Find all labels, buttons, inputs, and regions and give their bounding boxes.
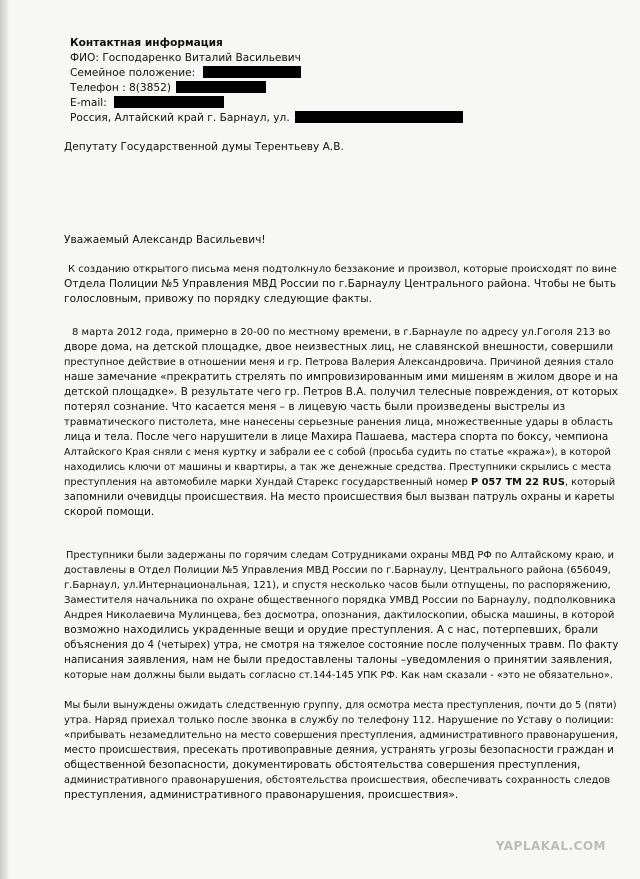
redaction-bar (203, 66, 301, 78)
license-plate-number: Р 057 ТМ 22 RUS (471, 477, 565, 488)
contact-fio: ФИО: Господаренко Виталий Васильевич (70, 52, 301, 64)
paragraph-3-line: доставлены в Отдел Полиции №5 Управления МВД России по г.Барнаулу, Центрального района (656049, (64, 565, 611, 576)
paragraph-2-line: потерял сознание. Что касается меня – в лицевую часть были произведены выстрелы из (64, 401, 566, 413)
redaction-bar (295, 111, 463, 123)
page-edge-shadow (0, 0, 10, 879)
paragraph-4-line: утра. Наряд приехал только после звонка в службу по телефону 112. Нарушение по Уставу о полиции: (64, 715, 614, 726)
paragraph-2-line: детской площадке». В результате чего гр. Петров В.А. получил телесные повреждения, от которых (64, 386, 618, 398)
paragraph-2-line: запомнили очевидцы происшествия. На место происшествия был вызван патруль охраны и кареты (64, 491, 615, 503)
paragraph-4-line: общественной безопасности, документировать обстоятельства совершения преступления, (64, 759, 581, 771)
paragraph-2-line: Алтайского Края сняли с меня куртку и забрали ее с собой (просьба судить по статье «кража»), в которой (64, 447, 611, 458)
paragraph-3-line: возможно находились украденные вещи и орудие преступления. А с нас, потерпевших, брали (64, 624, 599, 636)
paragraph-4-line: Мы были вынуждены ожидать следственную группу, для осмотра места преступления, почти до 5 (пяти) (64, 700, 617, 711)
contact-heading: Контактная информация (70, 37, 223, 49)
paragraph-2-plate-line (64, 475, 615, 490)
plate-line-post: , который (564, 477, 616, 488)
site-watermark: YAPLAKAL.COM (495, 839, 606, 853)
greeting: Уважаемый Александр Васильевич! (64, 234, 266, 246)
paragraph-4-line: место происшествия, пресекать противоправные деяния, устранять угрозы безопасности граждан и (64, 745, 614, 756)
paragraph-3-line: написания заявления, нам не были предоставлены талоны –уведомления о принятии заявления, (64, 654, 613, 666)
paragraph-3-line: объяснения до 4 (четырех) утра, не смотря на тяжелое состояние после полученных травм. По факту (64, 640, 619, 651)
redaction-bar (176, 81, 266, 93)
contact-email-row (70, 96, 224, 111)
contact-family-label: Семейное положение: (70, 67, 196, 79)
paragraph-2-line: 8 марта 2012 года, примерно в 20-00 по местному времени, в г.Барнауле по адресу ул.Гоголя 213 во (72, 327, 611, 338)
paragraph-2-line: дворе дома, на детской площадке, двое неизвестных лиц, не славянской внешности, совершили (64, 341, 614, 353)
paragraph-3-line: г.Барнаул, ул.Интернациональная, 121), и спустя несколько часов были отпущены, по распоряжению, (64, 580, 611, 591)
paragraph-2-line: травматического пистолета, мне нанесены серьезные ранения лица, множественные удары в область (64, 417, 614, 428)
paragraph-3-line: Заместителя начальника по охране общественного порядка УМВД России по Барнаулу, подполковника (64, 595, 616, 606)
paragraph-1-line: голословным, привожу по порядку следующие факты. (64, 293, 372, 305)
contact-phone-row (70, 81, 266, 96)
redaction-bar (114, 96, 224, 108)
contact-family-row (70, 66, 301, 81)
addressee: Депутату Государственной думы Терентьеву А.В. (64, 141, 344, 153)
contact-address-label: Россия, Алтайский край г. Барнаул, ул. (70, 112, 290, 124)
paragraph-2-line: наше замечание «прекратить стрелять по импровизированным ими мишеням в жилом дворе и на (64, 371, 619, 383)
paragraph-1-line: Отдела Полиции №5 Управления МВД России по г.Барнаулу Центрального района. Чтобы не быть (64, 278, 617, 290)
paragraph-2-line: лица и тела. После чего нарушители в лице Махира Пашаева, мастера спорта по боксу, чемпиона (64, 431, 609, 443)
paragraph-2-line: скорой помощи. (64, 506, 155, 518)
contact-phone-label: Телефон : 8(3852) (70, 82, 172, 94)
paragraph-2-line: преступное действие в отношении меня и гр. Петрова Валерия Александровича. Причиной деяния стало (64, 357, 614, 368)
paragraph-3-line: Преступники были задержаны по горячим следам Сотрудниками охраны МВД РФ по Алтайскому краю, и (66, 550, 614, 561)
paragraph-4-line: «прибывать незамедлительно на место совершения преступления, административного правонарушения, (64, 730, 619, 741)
plate-line-pre: преступления на автомобиле марки Хундай Старекс государственный номер (64, 477, 472, 488)
contact-email-label: E-mail: (70, 97, 107, 109)
contact-address-row (70, 111, 463, 126)
paragraph-4-line: преступления, административного правонарушения, происшествия». (64, 789, 459, 801)
paragraph-3-line: которые нам должны были выдать согласно ст.144-145 УПК РФ. Как нам сказали - «это не обязательно». (64, 670, 614, 681)
paragraph-1-line: К созданию открытого письма меня подтолкнуло беззаконие и произвол, которые происходят по вине (68, 264, 617, 275)
paragraph-3-line: Андрея Николаевича Мулинцева, без досмотра, опознания, дактилоскопии, обыска машины, в которой (64, 610, 615, 621)
paragraph-2-line: находились ключи от машины и квартиры, а так же денежные средства. Преступники скрылись с места (64, 462, 612, 473)
paragraph-4-line: административного правонарушения, обстоятельства происшествия, обеспечивать сохранность следов (64, 775, 611, 786)
